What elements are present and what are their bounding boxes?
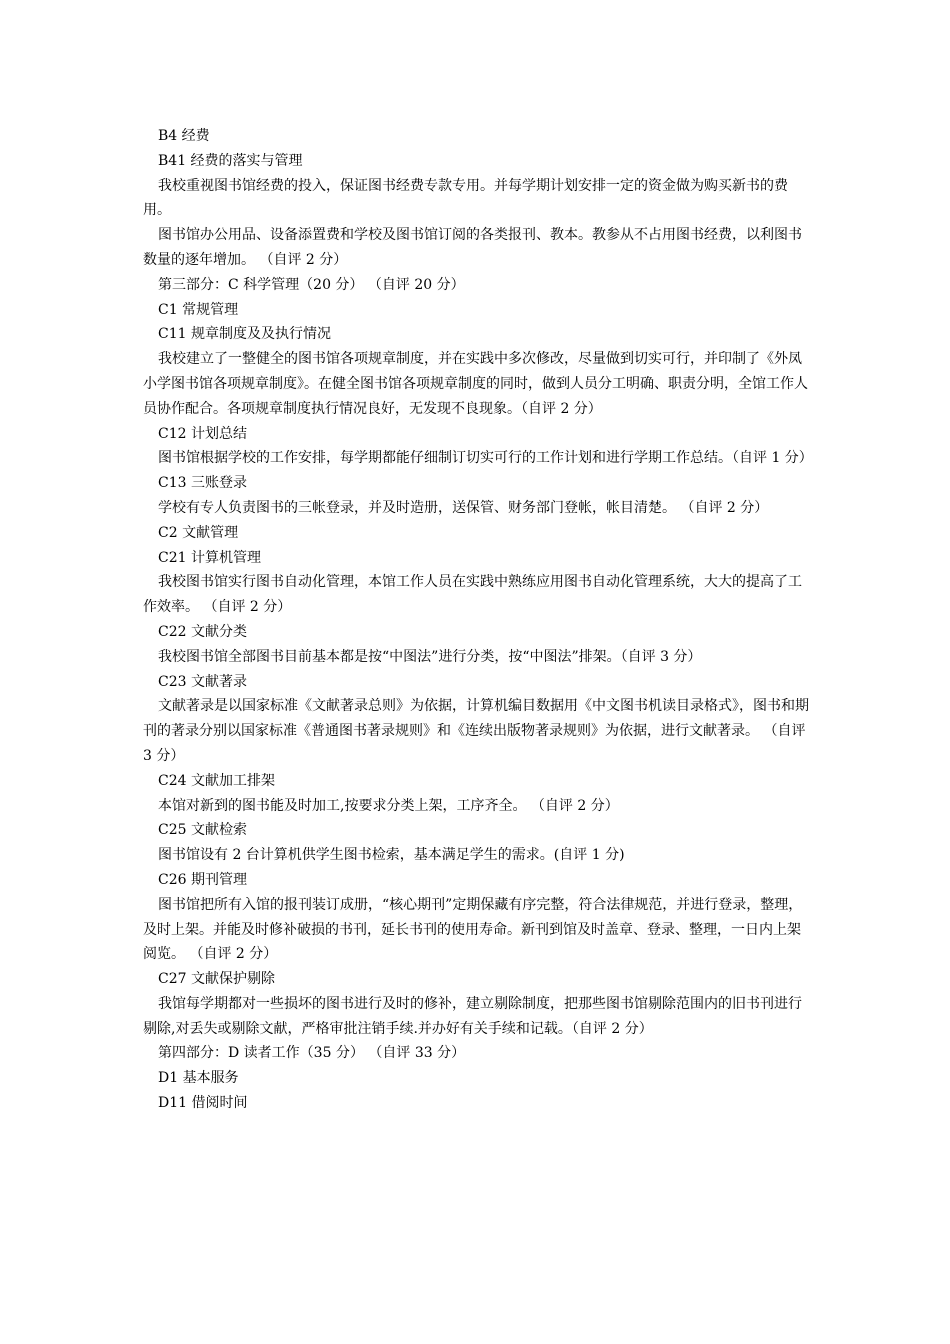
heading-c23: C23 文献著录 (158, 673, 247, 690)
paragraph-cataloging: 文献著录是以国家标准《文献著录总则》为依据，计算机编目数据用《中文图书机读目录格式》，图书和期刊的著录分别以国家标准《普通图书著录规则》和《连续出版物著录规则》为依据，进行文献著录。 （自评 3 分） (143, 698, 809, 764)
paragraph-funding-office: 图书馆办公用品、设备添置费和学校及图书馆订阅的各类报刊、教本。教参从不占用图书经费，以利图书数量的逐年增加。 （自评 2 分） (143, 227, 802, 268)
paragraph-periodicals: 图书馆把所有入馆的报刊装订成册，“核心期刊”定期保藏有序完整，符合法律规范，并进行登录，整理，及时上架。并能及时修补破损的书刊，延长书刊的使用寿命。新刊到馆及时盖章、登录、整理，一日内上架阅览。 （自评 2 分） (143, 896, 803, 963)
heading-c21: C21 计算机管理 (158, 549, 261, 566)
heading-c12: C12 计划总结 (158, 425, 247, 442)
paragraph-three-accounts: 学校有专人负责图书的三帐登录，并及时造册，送保管、财务部门登帐，帐目清楚。 （自评 2 分） (158, 499, 769, 516)
paragraph-protection-weeding: 我馆每学期都对一些损坏的图书进行及时的修补，建立剔除制度，把那些图书馆剔除范围内的旧书刊进行剔除,对丢失或剔除文献，严格审批注销手续.并办好有关手续和记载。（自评 2 分） (143, 995, 802, 1037)
paragraph-plan-summary: 图书馆根据学校的工作安排，每学期都能仔细制订切实可行的工作计划和进行学期工作总结。（自评 1 分） (158, 450, 813, 467)
heading-b41: B41 经费的落实与管理 (158, 152, 303, 169)
heading-c22: C22 文献分类 (158, 623, 247, 640)
paragraph-funding-investment: 我校重视图书馆经费的投入，保证图书经费专款专用。并每学期计划安排一定的资金做为购买新书的费用。 (143, 177, 788, 219)
paragraph-rules: 我校建立了一整健全的图书馆各项规章制度，并在实践中多次修改，尽量做到切实可行，并印制了《外凤小学图书馆各项规章制度》。在健全图书馆各项规章制度的同时，做到人员分工明确、职责分明，全馆工作人员协作配合。各项规章制度执行情况良好，无发现不良现象。（自评 2 分） (143, 351, 808, 417)
heading-c11: C11 规章制度及及执行情况 (158, 326, 331, 343)
heading-c25: C25 文献检索 (158, 822, 247, 839)
paragraph-classification: 我校图书馆全部图书目前基本都是按“中图法”进行分类，按“中图法”排架。（自评 3 分） (158, 648, 702, 665)
heading-c26: C26 期刊管理 (158, 871, 247, 888)
heading-part-three: 第三部分：C 科学管理（20 分） （自评 20 分） (158, 276, 465, 293)
heading-c2: C2 文献管理 (158, 524, 239, 541)
heading-c1: C1 常规管理 (158, 301, 239, 318)
heading-c27: C27 文献保护剔除 (158, 971, 275, 988)
heading-d11: D11 借阅时间 (158, 1095, 248, 1112)
heading-d1: D1 基本服务 (158, 1070, 239, 1087)
paragraph-retrieval: 图书馆设有 2 台计算机供学生图书检索，基本满足学生的需求。(自评 1 分) (158, 847, 625, 864)
heading-b4: B4 经费 (158, 128, 210, 144)
paragraph-processing: 本馆对新到的图书能及时加工,按要求分类上架，工序齐全。 （自评 2 分） (158, 797, 619, 814)
paragraph-computer-management: 我校图书馆实行图书自动化管理，本馆工作人员在实践中熟练应用图书自动化管理系统，大大的提高了工作效率。 （自评 2 分） (143, 574, 802, 616)
heading-c13: C13 三账登录 (158, 475, 247, 492)
heading-part-four: 第四部分：D 读者工作（35 分） （自评 33 分） (158, 1045, 466, 1062)
heading-c24: C24 文献加工排架 (158, 772, 275, 789)
document-body (143, 124, 813, 1116)
